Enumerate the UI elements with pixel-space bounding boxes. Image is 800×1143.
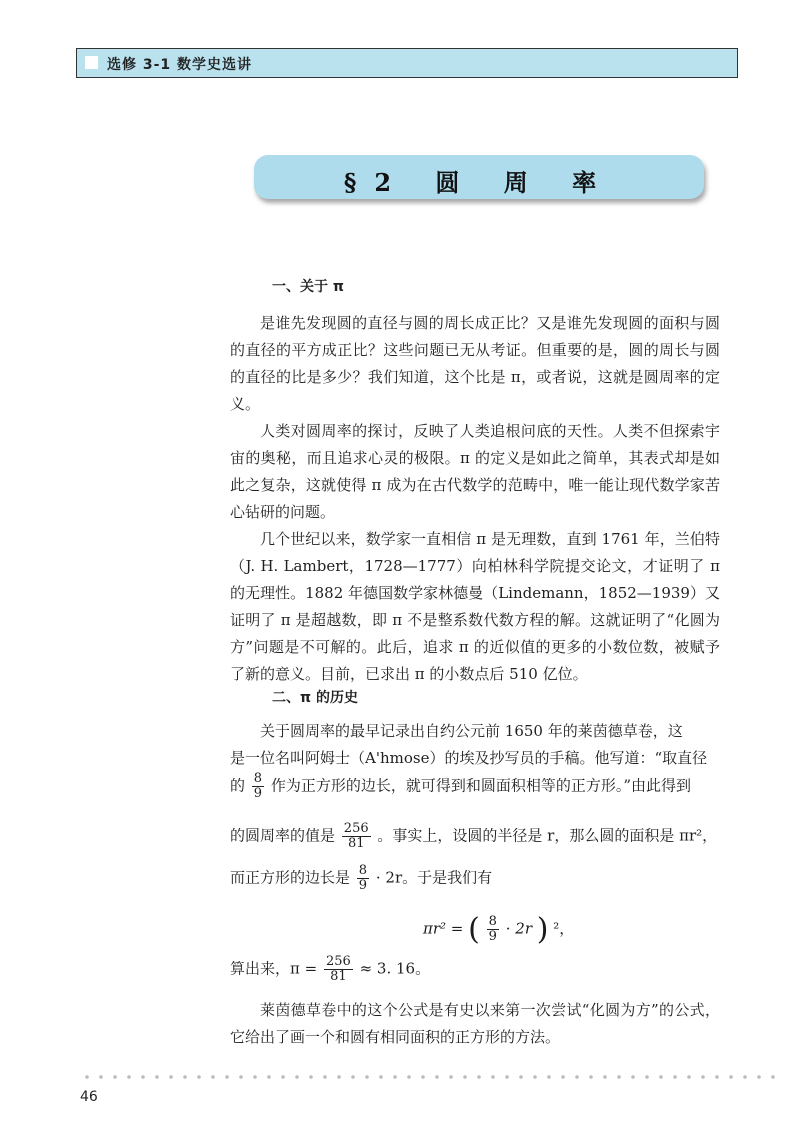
heading-pi-history: 二、π 的历史 <box>272 690 358 706</box>
fraction-numerator: 256 <box>343 821 369 836</box>
header-title: 选修 3-1 数学史选讲 <box>107 57 253 73</box>
text-segment: · 2r。于是我们有 <box>375 868 493 887</box>
history-line-5 <box>230 864 492 893</box>
fraction-8-9 <box>252 772 264 801</box>
footer-divider <box>80 1075 780 1079</box>
history-line-2: 是一位名叫阿姆士（A'hmose）的埃及抄写员的手稿。他写道：“取直径 <box>230 749 708 767</box>
fraction-numerator: 8 <box>488 914 497 929</box>
fraction-8-9-b <box>357 864 369 893</box>
text-segment: 作为正方形的边长，就可得到和圆面积相等的正方形。”由此得到 <box>270 776 692 795</box>
paragraph-2: 人类对圆周率的探讨，反映了人类追根问底的天性。人类不但探索宇宙的奥秘，而且追求心灵的极限。π 的定义是如此之简单，其表式却是如此之复杂，这就使得 π 成为在古代数学的范畴中，唯一能让现代数学家苦心钻研的问题。 <box>230 422 720 521</box>
section-title: §2 圆 周 率 <box>343 168 615 197</box>
history-line-3 <box>230 772 691 801</box>
fraction-numerator: 256 <box>325 954 351 969</box>
fraction-256-81-b <box>324 955 353 984</box>
heading-about-pi: 一、关于 π <box>272 279 344 295</box>
text-segment: 而正方形的边长是 <box>230 868 351 887</box>
fraction-denominator: 81 <box>330 969 347 984</box>
calc-line <box>230 955 430 984</box>
right-paren: ) <box>536 912 549 947</box>
formula-mid: · 2r <box>505 919 532 938</box>
formula <box>423 912 574 947</box>
fraction-256-81 <box>342 822 371 851</box>
header-square-icon <box>85 56 98 69</box>
formula-fraction <box>487 915 499 944</box>
paragraph-1: 是谁先发现圆的直径与圆的周长成正比？又是谁先发现圆的面积与圆的直径的平方成正比？这些问题已无从考证。但重要的是，圆的周长与圆的直径的比是多少？我们知道，这个比是 π，或者说，这就是圆周率的定义。 <box>230 314 720 413</box>
paragraph-final: 莱茵德草卷中的这个公式是有史以来第一次尝试“化圆为方”的公式，它给出了画一个和圆有相同面积的正方形的方法。 <box>230 1001 720 1046</box>
fraction-denominator: 9 <box>253 786 263 801</box>
text-segment: ≈ 3. 16。 <box>359 959 431 978</box>
page-number: 46 <box>80 1089 98 1105</box>
left-paren: ( <box>468 912 480 947</box>
formula-right: ²， <box>553 919 575 938</box>
fraction-denominator: 81 <box>347 836 365 851</box>
formula-left: πr² = <box>423 919 464 938</box>
text-segment: 的圆周率的值是 <box>230 826 336 845</box>
header-bar <box>76 48 738 78</box>
fraction-denominator: 9 <box>358 878 368 893</box>
paragraph-3: 几个世纪以来，数学家一直相信 π 是无理数，直到 1761 年，兰伯特（J. H. Lambert，1728—1777）向柏林科学院提交论文，才证明了 π 的无理性。1882 年德国数学家林德曼（Lindemann，1852—1939）又证明了 π 是超越数，即 π 不是整系数代数方程的解。这就证明了“化圆为方”问题是不可解的。此后，追求 π 的近似值的更多的小数位数，被赋予了新的意义。目前，已求出 π 的小数点后 510 亿位。 <box>230 530 720 683</box>
fraction-numerator: 8 <box>358 863 368 878</box>
text-segment: 算出来，π = <box>230 959 318 978</box>
fraction-denominator: 9 <box>488 929 497 944</box>
history-line-1: 关于圆周率的最早记录出自约公元前 1650 年的莱茵德草卷，这 <box>260 722 683 740</box>
text-segment: 。事实上，设圆的半径是 r，那么圆的面积是 πr²， <box>377 826 718 845</box>
history-line-4 <box>230 822 717 851</box>
fraction-numerator: 8 <box>253 771 263 786</box>
section-title-banner <box>254 155 704 199</box>
text-segment: 的 <box>230 776 246 795</box>
